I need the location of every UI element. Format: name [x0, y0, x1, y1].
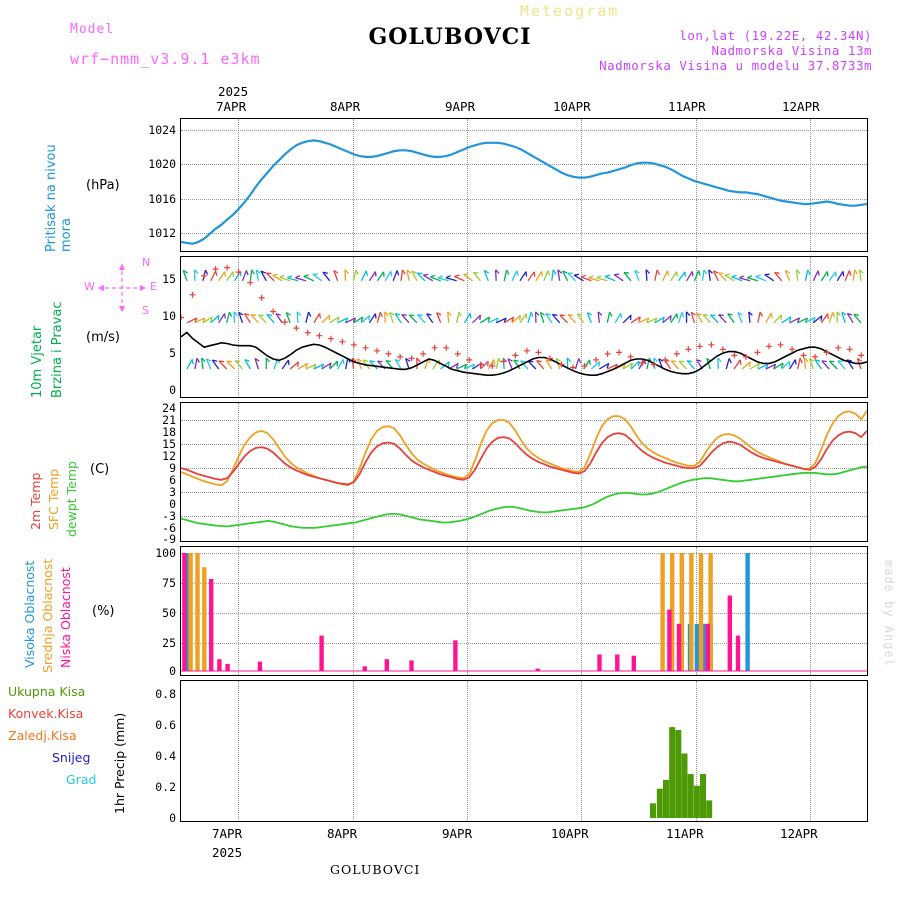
bottom-year-label: 2025 — [212, 845, 243, 860]
precip-panel — [155, 680, 868, 825]
precip-ice-legend: Zaledj.Kisa — [8, 728, 77, 743]
cloud-ytick-25: 25 — [162, 636, 176, 650]
temp-ytick-15: 15 — [162, 437, 176, 451]
bottom-day-label-4: 11APR — [666, 826, 704, 841]
temp-axis-unit: (C) — [90, 462, 110, 477]
bottom-day-label-3: 10APR — [551, 826, 589, 841]
precip-ytick-06: 0.6 — [155, 718, 176, 732]
station-metadata — [599, 28, 872, 73]
wind-ytick-15: 15 — [162, 272, 176, 286]
pressure-axis-unit: (hPa) — [86, 178, 120, 193]
bottom-day-label-0: 7APR — [212, 826, 243, 841]
wind-ytick-10: 10 — [162, 309, 176, 323]
top-day-label-4: 11APR — [668, 99, 706, 114]
compass-e-label: E — [150, 280, 157, 293]
cloud-ytick-100: 100 — [155, 546, 176, 560]
compass-w-label: W — [84, 280, 95, 293]
temperature-panel — [162, 401, 868, 546]
temp-ytick-m6: -6 — [162, 521, 176, 535]
pressure-line-chart — [181, 119, 867, 251]
precip-conv-legend: Konvek.Kisa — [8, 706, 84, 721]
wind-barb-chart — [181, 257, 867, 397]
temp-ytick-m3: -3 — [162, 509, 176, 523]
precip-ytick-0: 0 — [169, 811, 176, 825]
top-day-label-0: 7APR — [216, 99, 247, 114]
cloud-low-axis-title: Niska Oblacnost — [58, 567, 73, 668]
temp-ytick-0: 0 — [169, 497, 176, 511]
temp-ytick-m9: -9 — [162, 532, 176, 546]
cloud-ytick-50: 50 — [162, 606, 176, 620]
compass-cross-icon — [94, 262, 150, 314]
cloud-panel — [155, 546, 868, 678]
wind-compass — [86, 258, 166, 318]
station-elevation: Nadmorska Visina 13m — [711, 43, 872, 58]
temp-sfc-axis-title: SFC Temp — [46, 468, 61, 530]
temp-ytick-24: 24 — [162, 401, 176, 415]
temp-ytick-21: 21 — [162, 413, 176, 427]
wind-ytick-0: 0 — [169, 383, 176, 397]
precip-ytick-02: 0.2 — [155, 780, 176, 794]
compass-n-label: N — [142, 256, 151, 269]
wind-ytick-5: 5 — [169, 346, 176, 360]
pressure-ytick-1012: 1012 — [148, 226, 176, 240]
temp-ytick-12: 12 — [162, 449, 176, 463]
temp-2m-axis-title: 2m Temp — [28, 472, 43, 530]
cloud-ytick-0: 0 — [169, 664, 176, 678]
wind-panel — [162, 256, 868, 398]
model-elevation: Nadmorska Visina u modelu 37.8733m — [599, 58, 872, 73]
precip-bar-chart — [181, 681, 867, 821]
compass-s-label: S — [142, 304, 149, 317]
pressure-axis-title: Pritisak na nivou mora — [44, 144, 74, 252]
precip-ytick-04: 0.4 — [155, 749, 176, 763]
top-year-label: 2025 — [218, 84, 249, 99]
wind-axis-title-2: Brzina i Pravac — [50, 301, 65, 398]
temp-ytick-6: 6 — [169, 473, 176, 487]
pressure-panel — [148, 118, 868, 252]
precip-snow-legend: Snijeg — [52, 750, 91, 765]
temp-ytick-9: 9 — [169, 461, 176, 475]
cloud-high-axis-title: Visoka Oblacnost — [22, 560, 37, 668]
temp-ytick-3: 3 — [169, 485, 176, 499]
top-day-label-2: 9APR — [445, 99, 476, 114]
precip-ytick-08: 0.8 — [155, 687, 176, 701]
bottom-day-label-1: 8APR — [327, 826, 358, 841]
precip-hail-legend: Grad — [66, 772, 97, 787]
lon-lat: lon,lat (19.22E, 42.34N) — [679, 28, 872, 43]
model-label: Model — [70, 22, 115, 37]
bottom-day-label-2: 9APR — [442, 826, 473, 841]
cloud-ytick-75: 75 — [162, 576, 176, 590]
wind-axis-title-1: 10m Vjetar — [30, 325, 45, 398]
pressure-ytick-1024: 1024 — [148, 123, 176, 137]
pressure-ytick-1016: 1016 — [148, 192, 176, 206]
pressure-ytick-1020: 1020 — [148, 157, 176, 171]
wind-axis-unit: (m/s) — [86, 330, 120, 345]
precip-axis-unit: 1hr Precip (mm) — [112, 712, 127, 814]
temp-dewpt-axis-title: dewpt Temp — [64, 461, 79, 537]
page-title: GOLUBOVCI — [368, 24, 532, 50]
cloud-bar-chart — [181, 547, 867, 675]
bottom-day-label-5: 12APR — [780, 826, 818, 841]
precip-total-legend: Ukupna Kisa — [8, 684, 86, 699]
top-day-label-5: 12APR — [782, 99, 820, 114]
temperature-line-chart — [181, 403, 867, 541]
top-day-label-3: 10APR — [553, 99, 591, 114]
credit-watermark: made by Angel — [882, 560, 896, 667]
cloud-axis-unit: (%) — [92, 604, 115, 619]
top-day-label-1: 8APR — [330, 99, 361, 114]
footer-station-name: GOLUBOVCI — [330, 862, 421, 877]
meteogram-watermark: Meteogram — [520, 2, 620, 20]
model-name: wrf−nmm_v3.9.1 e3km — [70, 50, 261, 68]
temp-ytick-18: 18 — [162, 425, 176, 439]
cloud-mid-axis-title: Srednja Oblacnost — [40, 558, 55, 673]
